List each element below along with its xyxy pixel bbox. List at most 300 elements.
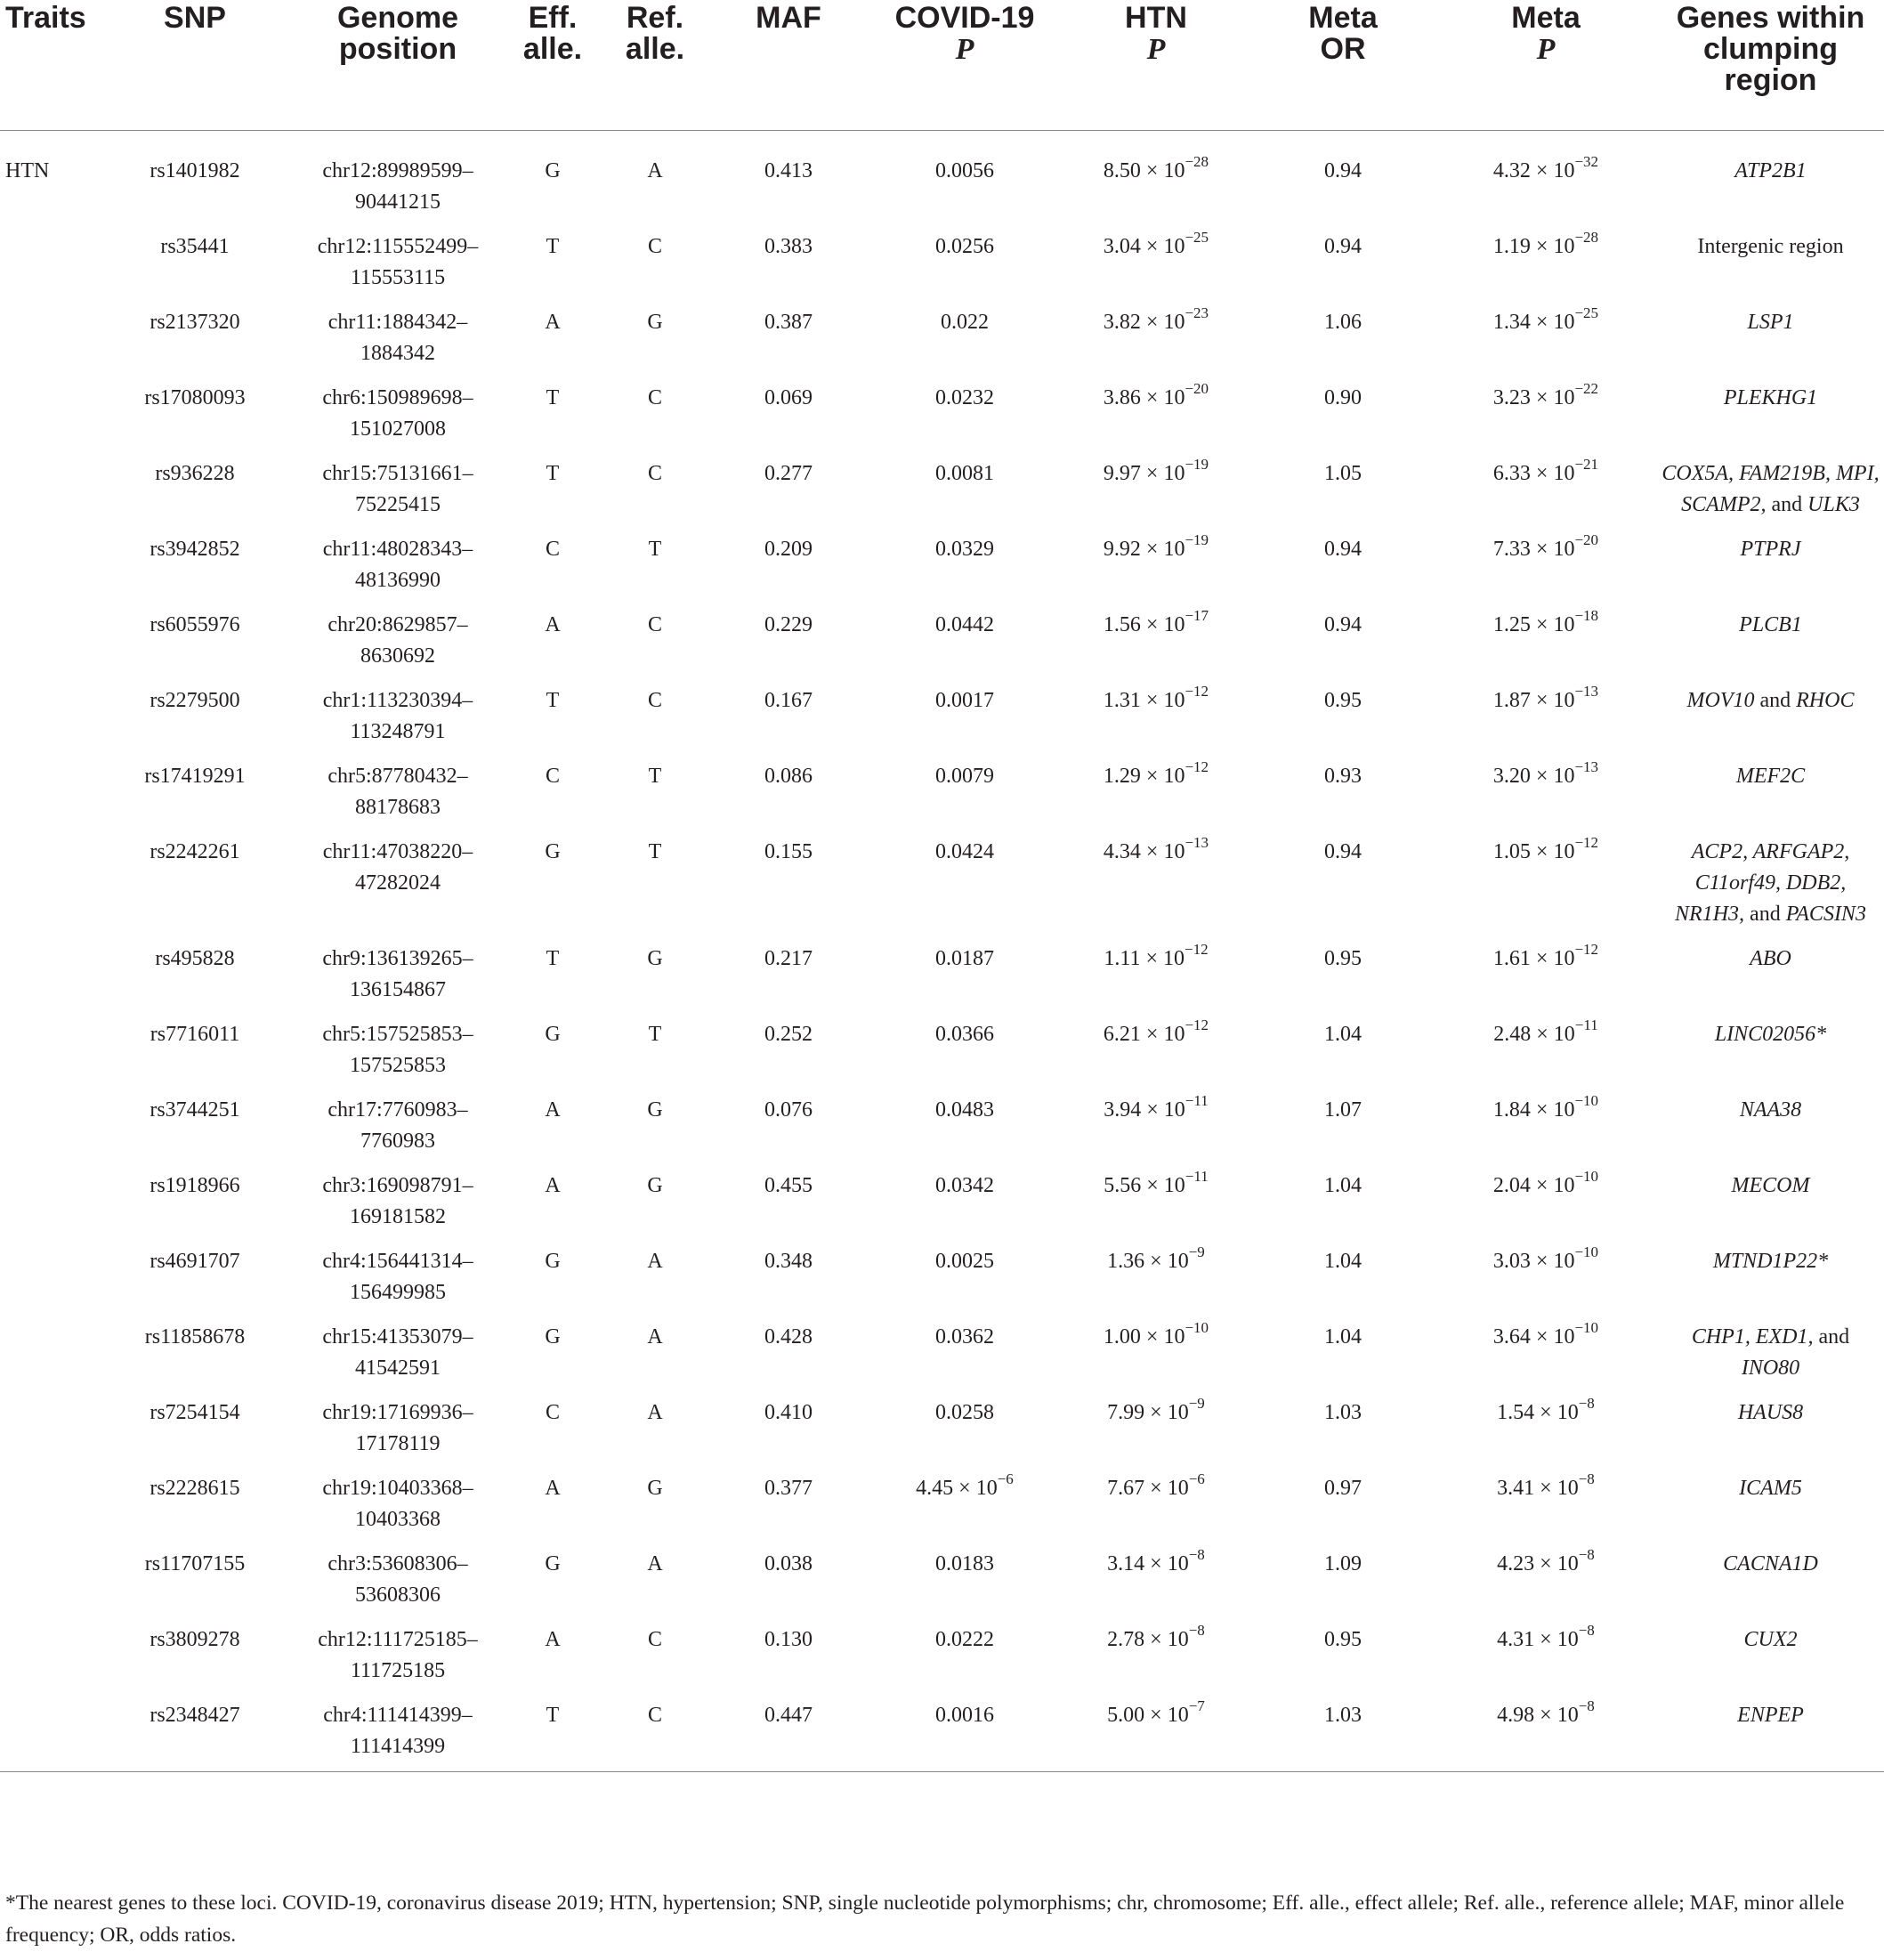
column-header-sublabel: P: [1146, 33, 1166, 66]
maf-cell: 0.209: [764, 538, 813, 561]
maf-cell: 0.217: [764, 947, 813, 970]
meta-p-cell-mantissa: 3.64 × 10: [1492, 1325, 1575, 1349]
covid-p-cell-mantissa: 0.0342: [935, 1174, 994, 1197]
meta-or-cell: 1.04: [1324, 1174, 1362, 1197]
meta-p-cell-mantissa: 3.23 × 10: [1492, 386, 1575, 409]
effect-allele-cell: A: [545, 1098, 561, 1122]
meta-p-cell-exponent: −11: [1574, 1016, 1598, 1033]
htn-p-cell: [1061, 1319, 1251, 1397]
snp-cell: rs6055976: [150, 613, 240, 636]
snp-cell: rs3809278: [150, 1628, 240, 1651]
gene-name: PLCB1: [1739, 613, 1802, 636]
snp-cell: rs1401982: [150, 159, 240, 182]
htn-p-cell-exponent: −11: [1185, 1168, 1209, 1185]
trait-cell: [0, 1624, 98, 1700]
snp-cell: rs4691707: [150, 1250, 240, 1273]
meta-p-cell-exponent: −32: [1574, 153, 1599, 170]
genes-cell: [1657, 1700, 1884, 1772]
reference-allele-cell: A: [647, 1401, 663, 1424]
meta-p-cell-exponent: −8: [1578, 1470, 1595, 1487]
htn-p-cell: [1061, 231, 1251, 307]
htn-p-cell-mantissa: 6.21 × 10: [1103, 1023, 1185, 1046]
htn-p-cell-exponent: −12: [1185, 683, 1209, 700]
meta-p-cell: [1435, 1170, 1657, 1246]
genome-position-start: chr11:47038220–: [322, 840, 473, 863]
meta-p-cell-mantissa: 1.61 × 10: [1492, 947, 1575, 970]
reference-allele-cell: C: [647, 689, 662, 712]
genome-position-cell: [292, 1624, 504, 1700]
covid-p-cell: [869, 231, 1061, 307]
covid-p-cell-mantissa: 0.0079: [935, 765, 994, 788]
genome-position-cell: [292, 1700, 504, 1772]
gene-name: INO80: [1741, 1357, 1800, 1380]
genome-position-cell: [292, 1095, 504, 1170]
table-header-row: [0, 0, 1884, 131]
column-header-sublabel: alle.: [522, 32, 583, 66]
column-header: [504, 0, 602, 131]
genome-position-start: chr12:89989599–: [322, 159, 473, 182]
htn-p-cell-mantissa: 9.92 × 10: [1103, 538, 1185, 561]
meta-p-cell-exponent: −8: [1578, 1395, 1595, 1412]
reference-allele-cell: C: [647, 462, 662, 485]
reference-allele-cell: C: [647, 1704, 662, 1727]
table-row: [0, 458, 1884, 534]
genome-position-start: chr12:115552499–: [317, 235, 479, 258]
htn-p-cell: [1061, 1546, 1251, 1624]
meta-or-cell: 1.03: [1324, 1704, 1362, 1727]
table-row: [0, 231, 1884, 307]
maf-cell: 0.038: [764, 1552, 813, 1575]
maf-cell: 0.455: [764, 1174, 813, 1197]
effect-allele-cell: C: [545, 1401, 560, 1424]
snp-cell: rs7254154: [150, 1401, 240, 1424]
gene-name: MEF2C: [1735, 765, 1806, 788]
reference-allele-cell: C: [647, 613, 662, 636]
effect-allele-cell: T: [546, 235, 560, 258]
column-header-label: Genes within clumping region: [1676, 1, 1865, 97]
meta-p-cell-exponent: −8: [1578, 1546, 1595, 1563]
genome-position-end: 113248791: [350, 720, 446, 743]
reference-allele-cell: T: [648, 538, 662, 561]
trait-cell: [0, 685, 98, 761]
covid-p-cell-mantissa: 0.0183: [935, 1552, 994, 1575]
effect-allele-cell: G: [545, 159, 561, 182]
effect-allele-cell: C: [545, 538, 560, 561]
effect-allele-cell: A: [545, 311, 561, 334]
effect-allele-cell: C: [545, 765, 560, 788]
covid-p-cell: [869, 1170, 1061, 1246]
maf-cell: 0.428: [764, 1325, 813, 1349]
column-header-label: Genome: [336, 1, 459, 35]
trait-cell: [0, 307, 98, 383]
gene-name: ATP2B1: [1734, 159, 1807, 182]
genome-position-end: 169181582: [350, 1205, 446, 1228]
genes-cell: [1657, 1397, 1884, 1473]
snp-cell: rs17419291: [144, 765, 246, 788]
htn-p-cell-mantissa: 5.00 × 10: [1107, 1704, 1189, 1727]
covid-p-cell: [869, 534, 1061, 610]
snp-cell: rs2348427: [150, 1704, 240, 1727]
gene-name: CACNA1D: [1723, 1552, 1818, 1575]
column-header-label: SNP: [164, 1, 226, 35]
genome-position-end: 48136990: [355, 569, 441, 592]
meta-p-cell-exponent: −10: [1574, 1319, 1599, 1336]
meta-p-cell: [1435, 458, 1657, 534]
table-row: [0, 1473, 1884, 1549]
trait-cell: [0, 1322, 98, 1397]
table-row: [0, 131, 1884, 232]
snp-cell: rs3744251: [150, 1098, 240, 1122]
meta-p-cell-mantissa: 1.05 × 10: [1492, 840, 1575, 863]
covid-p-cell-mantissa: 0.0424: [935, 840, 994, 863]
htn-p-cell-mantissa: 1.56 × 10: [1103, 613, 1185, 636]
meta-or-cell: 0.95: [1324, 947, 1362, 970]
covid-p-cell-mantissa: 0.0258: [935, 1401, 994, 1424]
genome-position-cell: [292, 383, 504, 458]
htn-p-cell-mantissa: 3.14 × 10: [1107, 1552, 1189, 1575]
gene-name: PLEKHG1: [1723, 386, 1818, 409]
covid-p-cell-mantissa: 4.45 × 10: [916, 1477, 998, 1500]
genome-position-start: chr3:169098791–: [322, 1174, 473, 1197]
meta-or-cell: 1.06: [1324, 311, 1362, 334]
genes-cell: [1657, 1170, 1884, 1246]
genome-position-end: 41542591: [355, 1357, 441, 1380]
trait-cell: [0, 610, 98, 685]
covid-p-cell-mantissa: 0.0483: [935, 1098, 994, 1122]
meta-p-cell: [1435, 1624, 1657, 1700]
covid-p-cell-mantissa: 0.0366: [935, 1023, 994, 1046]
genome-position-cell: [292, 1019, 504, 1095]
htn-p-cell-mantissa: 1.36 × 10: [1107, 1250, 1189, 1273]
effect-allele-cell: A: [545, 1477, 561, 1500]
meta-p-cell: [1435, 380, 1657, 458]
gene-name: LINC02056*: [1714, 1023, 1827, 1046]
genome-position-cell: [292, 458, 504, 534]
trait-cell: [0, 231, 98, 307]
reference-allele-cell: C: [647, 1628, 662, 1651]
covid-p-cell: [869, 1470, 1061, 1549]
htn-p-cell-exponent: −17: [1185, 607, 1209, 624]
htn-p-cell-mantissa: 2.78 × 10: [1107, 1628, 1189, 1651]
trait-cell: [0, 1700, 98, 1772]
covid-p-cell-mantissa: 0.0329: [935, 538, 994, 561]
genome-position-start: chr4:156441314–: [322, 1250, 473, 1273]
meta-p-cell: [1435, 1697, 1657, 1772]
gene-name: ULK3: [1807, 493, 1860, 516]
reference-allele-cell: A: [647, 1325, 663, 1349]
genome-position-cell: [292, 131, 504, 232]
htn-p-cell-mantissa: 4.34 × 10: [1103, 840, 1185, 863]
gene-name: CUX2: [1743, 1628, 1798, 1651]
table-row: [0, 307, 1884, 383]
genome-position-cell: [292, 1322, 504, 1397]
genome-position-end: 136154867: [350, 978, 446, 1001]
htn-p-cell-mantissa: 9.97 × 10: [1103, 462, 1185, 485]
htn-p-cell-exponent: −28: [1185, 153, 1209, 170]
genome-position-cell: [292, 1397, 504, 1473]
column-header-label: HTN: [1125, 1, 1187, 35]
covid-p-cell-mantissa: 0.0362: [935, 1325, 994, 1349]
genome-position-cell: [292, 944, 504, 1019]
column-header: [1251, 0, 1435, 131]
meta-p-cell-mantissa: 6.33 × 10: [1492, 462, 1575, 485]
effect-allele-cell: A: [545, 613, 561, 636]
htn-p-cell-mantissa: 7.67 × 10: [1107, 1477, 1189, 1500]
gene-name: C11orf49, DDB2,: [1694, 871, 1847, 895]
gene-name: MECOM: [1731, 1174, 1810, 1197]
gene-name: PACSIN3: [1785, 903, 1866, 926]
meta-p-cell-mantissa: 2.04 × 10: [1492, 1174, 1575, 1197]
column-header-sublabel: P: [955, 33, 974, 66]
table-row: [0, 1397, 1884, 1473]
meta-p-cell-mantissa: 1.25 × 10: [1492, 613, 1575, 636]
covid-p-cell-mantissa: 0.0017: [935, 689, 994, 712]
htn-p-cell-exponent: −10: [1185, 1319, 1209, 1336]
column-header-label: Meta: [1308, 1, 1378, 35]
maf-cell: 0.387: [764, 311, 813, 334]
meta-p-cell: [1435, 1397, 1657, 1473]
htn-p-cell-mantissa: 1.00 × 10: [1103, 1325, 1185, 1349]
gene-name: NR1H3,: [1675, 903, 1751, 926]
covid-p-cell: [869, 1624, 1061, 1700]
table-row: [0, 1700, 1884, 1772]
meta-or-cell: 1.07: [1324, 1098, 1362, 1122]
table-row: [0, 944, 1884, 1019]
covid-p-cell: [869, 1322, 1061, 1397]
gene-name: and: [1750, 903, 1786, 926]
meta-p-cell: [1435, 531, 1657, 610]
meta-or-cell: 1.09: [1324, 1552, 1362, 1575]
htn-p-cell: [1061, 1697, 1251, 1772]
covid-p-cell-mantissa: 0.0187: [935, 947, 994, 970]
table-row: [0, 1549, 1884, 1624]
meta-or-cell: 1.04: [1324, 1250, 1362, 1273]
htn-p-cell: [1061, 685, 1251, 761]
meta-p-cell-mantissa: 4.31 × 10: [1497, 1628, 1579, 1651]
genome-position-start: chr19:10403368–: [322, 1477, 473, 1500]
covid-p-cell-mantissa: 0.0442: [935, 613, 994, 636]
trait-cell: [0, 1019, 98, 1095]
meta-p-cell-mantissa: 3.20 × 10: [1492, 765, 1575, 788]
covid-p-cell-mantissa: 0.0256: [935, 235, 994, 258]
snp-cell: rs495828: [155, 947, 235, 970]
meta-p-cell-mantissa: 1.87 × 10: [1492, 689, 1575, 712]
htn-p-cell-exponent: −19: [1185, 531, 1209, 548]
genome-position-start: chr11:1884342–: [327, 311, 468, 334]
genome-position-end: 7760983: [360, 1130, 435, 1153]
gene-name: LSP1: [1747, 311, 1794, 334]
gene-name: RHOC: [1796, 689, 1855, 712]
column-header-sublabel: alle.: [625, 32, 685, 66]
effect-allele-cell: T: [546, 689, 560, 712]
htn-p-cell-exponent: −19: [1185, 456, 1209, 473]
effect-allele-cell: G: [545, 840, 561, 863]
reference-allele-cell: G: [647, 1174, 663, 1197]
covid-p-cell: [869, 837, 1061, 944]
effect-allele-cell: G: [545, 1250, 561, 1273]
gene-name: ACP2, ARFGAP2,: [1691, 840, 1850, 863]
genome-position-start: chr19:17169936–: [322, 1401, 473, 1424]
covid-p-cell: [869, 1019, 1061, 1095]
covid-p-cell: [869, 685, 1061, 761]
htn-p-cell: [1061, 380, 1251, 458]
reference-allele-cell: T: [648, 1023, 662, 1046]
genes-cell: [1657, 307, 1884, 383]
meta-p-cell: [1435, 758, 1657, 837]
htn-p-cell: [1061, 1092, 1251, 1170]
meta-p-cell-exponent: −10: [1574, 1243, 1599, 1260]
genes-cell: [1657, 610, 1884, 685]
covid-p-cell: [869, 1397, 1061, 1473]
htn-p-cell-exponent: −12: [1185, 941, 1209, 958]
htn-p-cell: [1061, 1624, 1251, 1700]
htn-p-cell-exponent: −6: [1188, 1470, 1205, 1487]
trait-cell: [0, 534, 98, 610]
column-header-label: MAF: [756, 1, 821, 35]
genes-cell: [1657, 1473, 1884, 1549]
htn-p-cell: [1061, 1170, 1251, 1246]
column-header: [1657, 0, 1884, 131]
maf-cell: 0.277: [764, 462, 813, 485]
genome-position-end: 111725185: [350, 1659, 446, 1682]
gene-name: HAUS8: [1737, 1401, 1804, 1424]
maf-cell: 0.377: [764, 1477, 813, 1500]
table-footnote: *The nearest genes to these loci. COVID-19, coronavirus disease 2019; HTN, hypertension; SNP, single nucleotide polymorphisms; chr, chromosome; Eff. alle., effect allele; Ref. alle., reference allele; MAF, minor allele frequency; OR, odds ratios.: [5, 1891, 1845, 1947]
htn-p-cell-exponent: −12: [1185, 1016, 1209, 1033]
genome-position-start: chr15:75131661–: [322, 462, 473, 485]
htn-p-cell-exponent: −9: [1188, 1243, 1205, 1260]
covid-p-cell-mantissa: 0.022: [941, 311, 989, 334]
column-header-label: COVID-19: [894, 1, 1035, 35]
genome-position-start: chr17:7760983–: [327, 1098, 468, 1122]
column-header: [292, 0, 504, 131]
table-row: [0, 610, 1884, 685]
genome-position-end: 10403368: [355, 1508, 441, 1531]
genome-position-end: 151027008: [350, 417, 446, 441]
meta-p-cell-mantissa: 2.48 × 10: [1493, 1023, 1575, 1046]
snp-cell: rs7716011: [150, 1023, 240, 1046]
genome-position-cell: [292, 1549, 504, 1624]
htn-p-cell: [1061, 531, 1251, 610]
gene-name: FAM219B, MPI,: [1739, 462, 1880, 485]
meta-or-cell: 0.95: [1324, 1628, 1362, 1651]
meta-or-cell: 0.94: [1324, 538, 1362, 561]
column-header: [1435, 0, 1657, 131]
gene-name: NAA38: [1739, 1098, 1802, 1122]
maf-cell: 0.130: [764, 1628, 813, 1651]
trait-cell: [0, 1246, 98, 1322]
gene-name: PTPRJ: [1740, 538, 1801, 561]
covid-p-cell-mantissa: 0.0056: [935, 159, 994, 182]
meta-p-cell-mantissa: 4.32 × 10: [1492, 159, 1575, 182]
genes-cell: [1657, 534, 1884, 610]
snp-cell: rs2242261: [150, 840, 240, 863]
genome-position-start: chr3:53608306–: [327, 1552, 468, 1575]
trait-cell: [0, 944, 98, 1019]
meta-or-cell: 0.94: [1324, 840, 1362, 863]
genome-position-cell: [292, 761, 504, 837]
genome-position-cell: [292, 837, 504, 944]
genome-position-end: 53608306: [355, 1583, 441, 1607]
htn-p-cell: [1061, 834, 1251, 944]
table-row: [0, 1019, 1884, 1095]
htn-p-cell-exponent: −25: [1185, 229, 1209, 246]
meta-or-cell: 0.94: [1324, 159, 1362, 182]
meta-p-cell-exponent: −21: [1574, 456, 1599, 473]
covid-p-cell-mantissa: 0.0025: [935, 1250, 994, 1273]
covid-p-cell-exponent: −6: [997, 1470, 1014, 1487]
maf-cell: 0.413: [764, 159, 813, 182]
htn-p-cell: [1061, 304, 1251, 383]
table-body: [0, 131, 1884, 1772]
htn-p-cell: [1061, 131, 1251, 232]
genome-position-start: chr4:111414399–: [323, 1704, 473, 1727]
maf-cell: 0.076: [764, 1098, 813, 1122]
meta-or-cell: 0.94: [1324, 613, 1362, 636]
meta-or-cell: 0.90: [1324, 386, 1362, 409]
trait-cell: [0, 1170, 98, 1246]
column-header-label: Ref.: [626, 1, 684, 35]
effect-allele-cell: G: [545, 1023, 561, 1046]
table-row: [0, 383, 1884, 458]
trait-cell: [0, 1549, 98, 1624]
table-row: [0, 685, 1884, 761]
genes-cell: [1657, 837, 1884, 944]
meta-p-cell-mantissa: 3.41 × 10: [1497, 1477, 1579, 1500]
covid-p-cell-mantissa: 0.0232: [935, 386, 994, 409]
genes-cell: [1657, 1019, 1884, 1095]
genome-position-cell: [292, 1246, 504, 1322]
htn-p-cell-mantissa: 3.04 × 10: [1103, 235, 1185, 258]
covid-p-cell: [869, 1549, 1061, 1624]
gene-name: ICAM5: [1739, 1477, 1802, 1500]
meta-p-cell-mantissa: 1.34 × 10: [1492, 311, 1575, 334]
effect-allele-cell: T: [546, 1704, 560, 1727]
meta-p-cell-mantissa: 4.23 × 10: [1497, 1552, 1579, 1575]
effect-allele-cell: A: [545, 1628, 561, 1651]
maf-cell: 0.252: [764, 1023, 813, 1046]
covid-p-cell: [869, 307, 1061, 383]
meta-p-cell-mantissa: 1.84 × 10: [1492, 1098, 1575, 1122]
meta-p-cell: [1435, 607, 1657, 685]
gene-name: and: [1818, 1325, 1850, 1349]
covid-p-cell: [869, 1246, 1061, 1322]
snp-cell: rs17080093: [144, 386, 246, 409]
htn-p-cell: [1061, 1243, 1251, 1322]
genome-position-end: 75225415: [355, 493, 441, 516]
genes-cell: [1657, 458, 1884, 534]
genome-position-start: chr6:150989698–: [322, 386, 473, 409]
table-row: [0, 1170, 1884, 1246]
trait-cell: [0, 1397, 98, 1473]
maf-cell: 0.447: [764, 1704, 813, 1727]
snp-cell: rs2279500: [150, 689, 240, 712]
htn-p-cell-exponent: −23: [1185, 304, 1209, 321]
meta-p-cell: [1435, 834, 1657, 944]
meta-p-cell: [1435, 1243, 1657, 1322]
genes-cell: [1657, 1246, 1884, 1322]
table-row: [0, 1095, 1884, 1170]
genome-position-end: 156499985: [350, 1281, 446, 1304]
genome-position-start: chr5:157525853–: [322, 1023, 473, 1046]
reference-allele-cell: C: [647, 386, 662, 409]
htn-p-cell-exponent: −11: [1185, 1092, 1209, 1109]
genome-position-end: 115553115: [350, 266, 446, 289]
table-row: [0, 534, 1884, 610]
genome-position-cell: [292, 231, 504, 307]
meta-p-cell: [1435, 941, 1657, 1019]
htn-p-cell-mantissa: 3.86 × 10: [1103, 386, 1185, 409]
